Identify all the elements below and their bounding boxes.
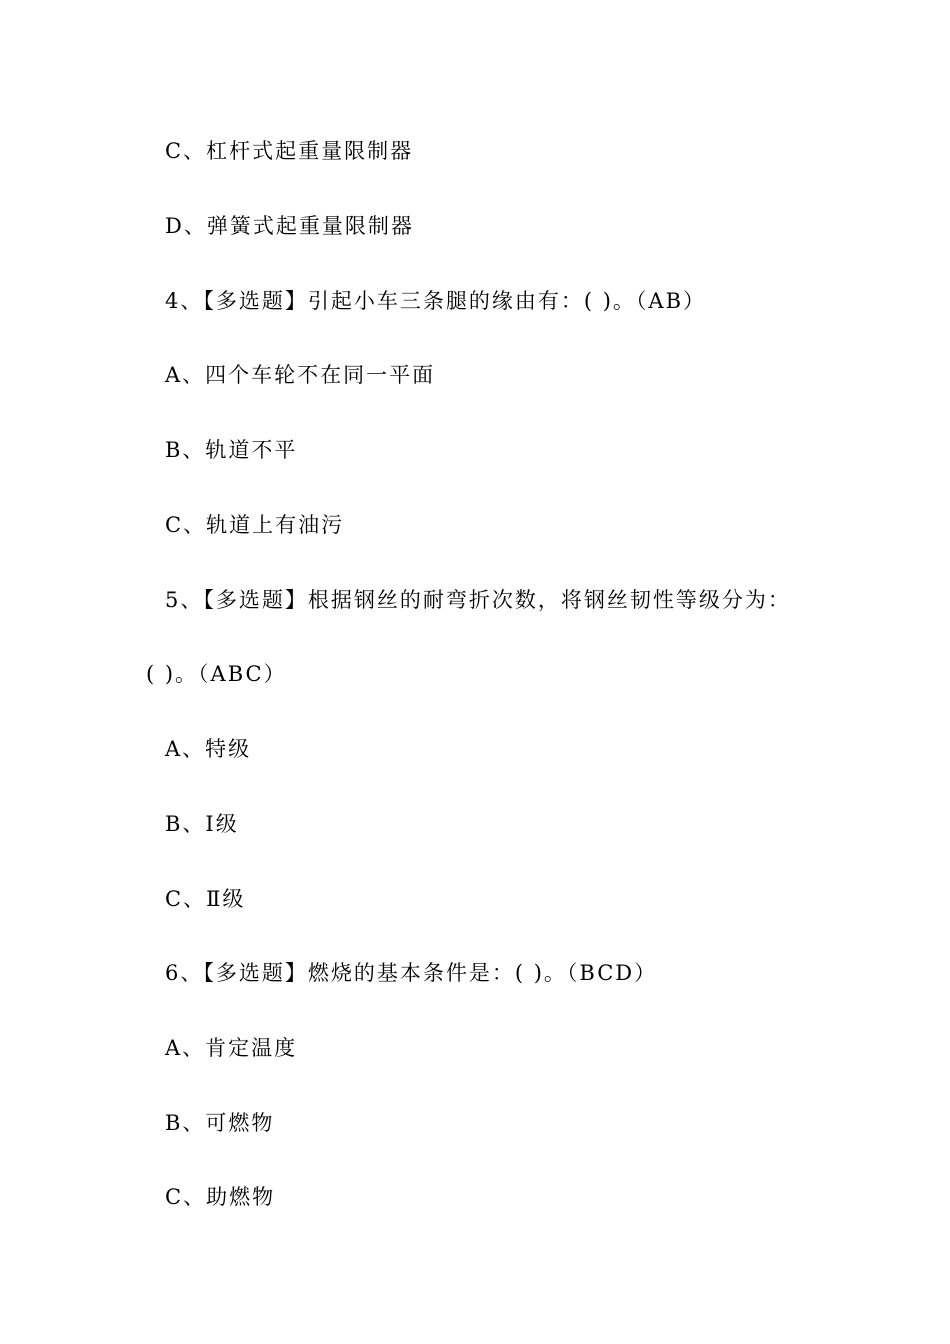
option-d-q3: D、弹簧式起重量限制器 (165, 214, 414, 238)
question-6: 6、【多选题】燃烧的基本条件是：( )。（BCD） (165, 961, 658, 985)
option-b-q6: B、可燃物 (165, 1111, 275, 1135)
option-b-q4: B、轨道不平 (165, 438, 298, 462)
option-a-q6: A、肯定温度 (165, 1036, 298, 1060)
option-a-q4: A、四个车轮不在同一平面 (165, 363, 436, 387)
question-4: 4、【多选题】引起小车三条腿的缘由有：( )。（AB） (165, 289, 707, 313)
option-c-q3: C、杠杆式起重量限制器 (165, 139, 414, 163)
question-5-continuation: ( )。（ABC） (146, 662, 287, 686)
option-c-q6: C、助燃物 (165, 1185, 276, 1209)
option-c-q5: C、Ⅱ级 (165, 887, 246, 911)
question-5: 5、【多选题】根据钢丝的耐弯折次数，将钢丝韧性等级分为： (165, 588, 791, 612)
option-a-q5: A、特级 (165, 737, 252, 761)
option-b-q5: B、Ⅰ级 (165, 812, 239, 836)
option-c-q4: C、轨道上有油污 (165, 513, 345, 537)
